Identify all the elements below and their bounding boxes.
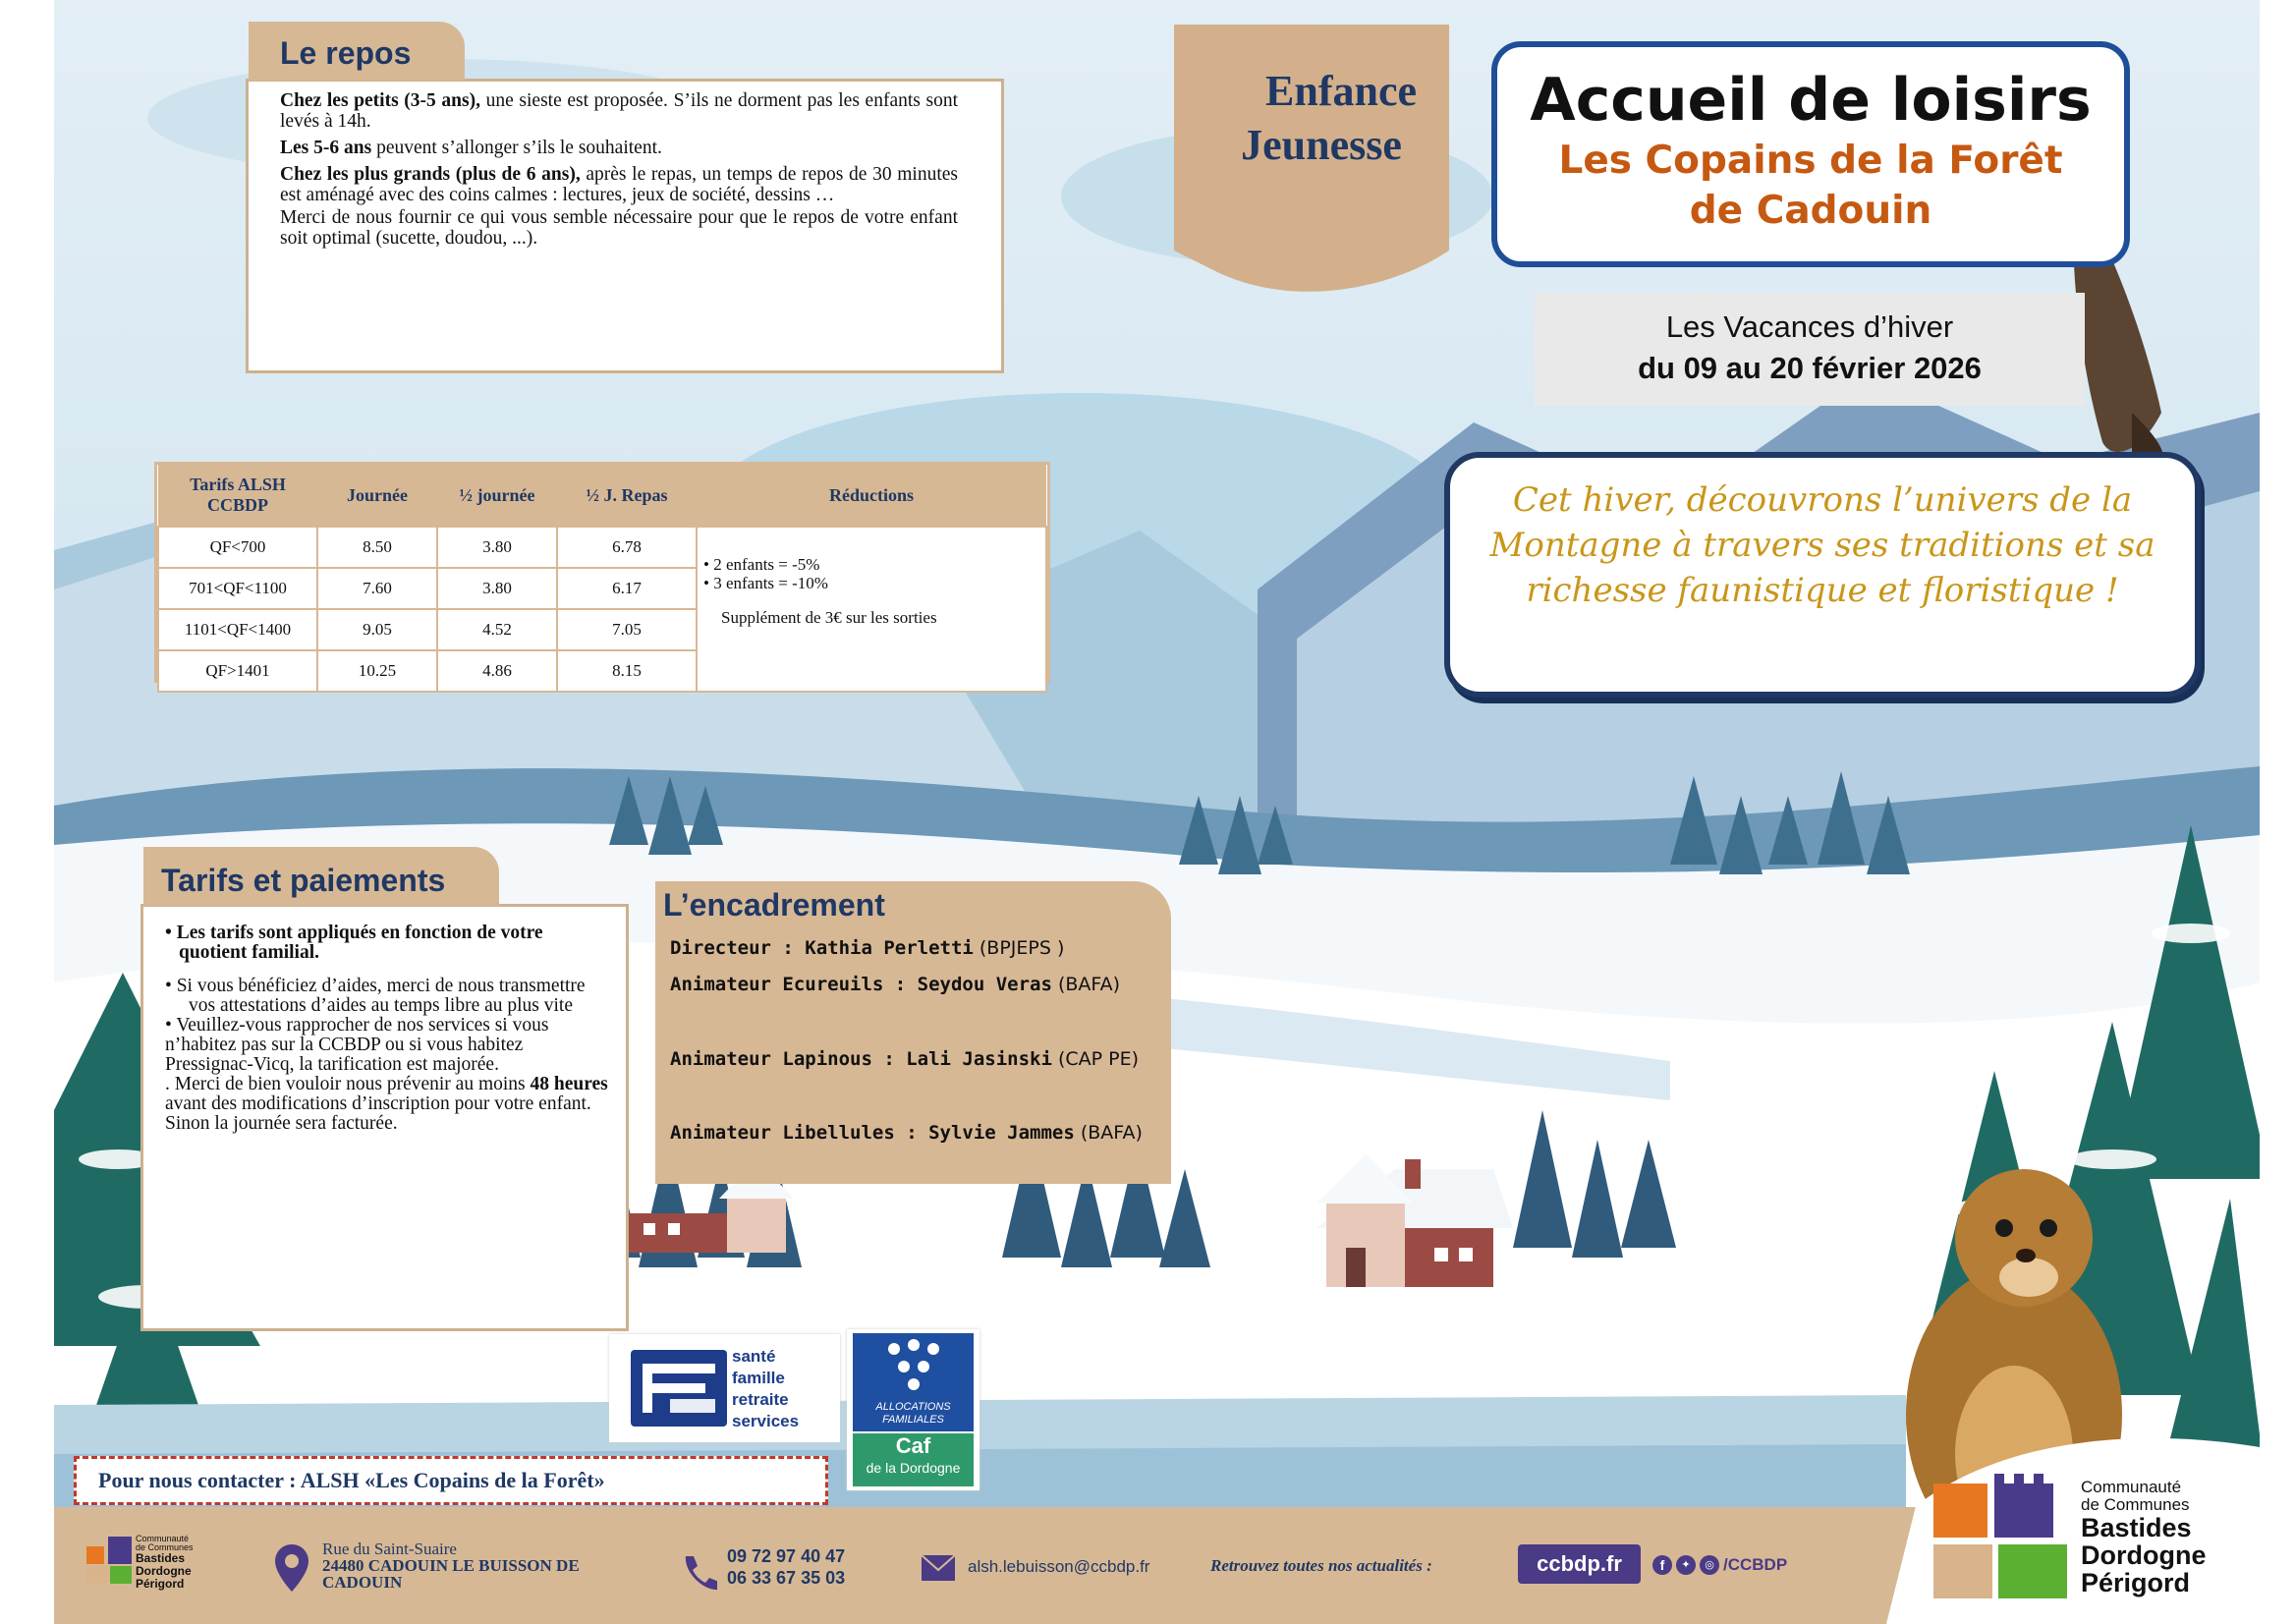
contact-strip (74, 1456, 828, 1505)
table-cell: 1101<QF<1400 (158, 609, 317, 650)
instagram-icon[interactable]: ◎ (1700, 1555, 1719, 1575)
staff-qualification: (BAFA) (1051, 974, 1121, 995)
phone-number: 06 33 67 35 03 (727, 1568, 846, 1588)
msa-tagline (732, 1346, 799, 1432)
ccbdp-logo-text (2081, 1479, 2207, 1596)
msa-line: famille (732, 1369, 785, 1387)
paiement-bullet-4 (165, 1075, 612, 1134)
msa-line: retraite (732, 1390, 789, 1409)
caf-brand: Caf (895, 1433, 931, 1458)
paiement-b4-end: avant des modifications d’inscription pour votre enfant. Sinon la journée sera facturée. (165, 1093, 591, 1134)
ccbdp-emblem-icon (1933, 1474, 2081, 1601)
footer-small-logo-text (136, 1535, 194, 1591)
tarifs-table-wrap (154, 462, 1050, 683)
table-cell: QF<700 (158, 527, 317, 568)
table-cell: 9.05 (317, 609, 437, 650)
table-cell: 10.25 (317, 650, 437, 692)
caf-blue-block (853, 1333, 974, 1431)
theme-text: Cet hiver, découvrons l’univers de la Montagne à travers ses traditions et sa richesse faunistique et floristique ! (1489, 480, 2155, 610)
staff-line (670, 937, 1064, 959)
title-box (1491, 41, 2130, 267)
period-line1: Les Vacances d’hiver (1665, 309, 1954, 344)
footer-email[interactable]: alsh.lebuisson@ccbdp.fr (968, 1557, 1150, 1576)
reduction-line: Supplément de 3€ sur les sorties (721, 608, 937, 627)
table-cell: 8.50 (317, 527, 437, 568)
msa-line: santé (732, 1347, 776, 1366)
caf-green-block (853, 1433, 974, 1486)
staff-line (670, 1122, 1143, 1144)
msa-letters-icon (631, 1350, 727, 1427)
paiement-bullet-3: • Veuillez-vous rapprocher de nos services si vous n’habitez pas sur la CCBDP ou si vous habitez Pressignac-Vicq, la tarification est majorée. (165, 1015, 549, 1075)
caf-sub: de la Dordogne (866, 1460, 961, 1476)
department-title (1203, 64, 1439, 172)
table-row (158, 527, 1046, 568)
period-box (1535, 293, 2085, 406)
phone-icon (678, 1552, 717, 1592)
msa-line: services (732, 1412, 800, 1430)
table-cell: 4.86 (437, 650, 557, 692)
table-cell: 3.80 (437, 568, 557, 609)
staff-role-name: Animateur Ecureuils : Seydou Veras (670, 974, 1052, 995)
repos-p4: Merci de nous fournir ce qui vous semble nécessaire pour que le repos de votre enfant soit optimal (sucette, doudou, ...). (280, 207, 958, 249)
subtitle-line1: Les Copains de la Forêt (1558, 139, 2063, 183)
period-line2: du 09 au 20 février 2026 (1638, 351, 1982, 385)
table-cell: 4.52 (437, 609, 557, 650)
repos-p2-bold: Les 5-6 ans (280, 138, 372, 158)
main-title: Accueil de loisirs (1530, 66, 2092, 135)
caf-family-icon (874, 1337, 953, 1396)
staff-line (670, 1048, 1139, 1070)
twitter-icon[interactable]: ✦ (1676, 1555, 1696, 1575)
paiement-bullet-1: • Les tarifs sont appliqués en fonction de votre quotient familial. (165, 923, 543, 963)
reductions-cell (697, 527, 1046, 692)
logo-small-line: Périgord (136, 1577, 185, 1591)
address-line: Rue du Saint-Suaire (322, 1540, 457, 1558)
repos-p1-bold: Chez les petits (3-5 ans), (280, 90, 480, 111)
social-icons (1652, 1555, 1787, 1575)
footer-small-logo (86, 1533, 234, 1601)
table-cell: 7.60 (317, 568, 437, 609)
staff-role-name: Directeur : Kathia Perletti (670, 937, 974, 959)
table-cell: QF>1401 (158, 650, 317, 692)
staff-qualification: (CAP PE) (1051, 1048, 1140, 1070)
table-header-row (158, 465, 1046, 527)
col-header-journee: Journée (317, 465, 437, 527)
paiement-bullet-2: • Si vous bénéficiez d’aides, merci de nous transmettre vos attestations d’aides au temps libre au plus vite (165, 976, 586, 1016)
col-header-reductions: Réductions (697, 465, 1046, 527)
logo-small-line: de Communes (136, 1542, 194, 1552)
paiements-text (165, 924, 612, 1134)
logo-big-line: Bastides (2081, 1513, 2192, 1542)
logo-small-line: Bastides (136, 1551, 186, 1565)
table-cell: 6.78 (557, 527, 697, 568)
staff-role-name: Animateur Libellules : Sylvie Jammes (670, 1122, 1075, 1144)
address-line: CADOUIN (322, 1573, 403, 1592)
repos-heading: Le repos (249, 22, 465, 81)
facebook-icon[interactable]: f (1652, 1555, 1672, 1575)
website-badge[interactable]: ccbdp.fr (1518, 1544, 1641, 1584)
encadrement-panel (655, 881, 1171, 1184)
caf-logo (847, 1329, 980, 1490)
logo-small-line: Dordogne (136, 1564, 192, 1578)
paiement-b4-bold: 48 heures (530, 1074, 608, 1094)
department-line1: Enfance (1265, 67, 1417, 115)
footer-address (322, 1540, 580, 1591)
repos-p3: après le repas, un temps de repos de 30 minutes est aménagé avec des coins calmes : lectures, jeux de société, dessins … (280, 164, 958, 205)
department-line2: Jeunesse (1241, 121, 1402, 169)
chalet-illustration (1316, 1154, 1513, 1287)
logo-small-line: Communauté (136, 1534, 190, 1543)
social-handle[interactable]: /CCBDP (1723, 1555, 1788, 1574)
location-pin-icon (275, 1544, 308, 1592)
table-cell: 701<QF<1100 (158, 568, 317, 609)
tarifs-table (157, 465, 1047, 693)
table-cell: 6.17 (557, 568, 697, 609)
paiement-b4-start: . Merci de bien vouloir nous prévenir au moins (165, 1074, 531, 1094)
phone-number: 09 72 97 40 47 (727, 1546, 846, 1566)
repos-text (280, 90, 958, 249)
reduction-line: • 2 enfants = -5% (703, 555, 820, 574)
table-cell: 8.15 (557, 650, 697, 692)
staff-line (670, 974, 1120, 995)
contact-text: Pour nous contacter : ALSH «Les Copains de la Forêt» (98, 1468, 605, 1492)
col-header-demi-repas: ½ J. Repas (557, 465, 697, 527)
col-header-tarifs: Tarifs ALSH CCBDP (158, 465, 317, 527)
subtitle-line2: de Cadouin (1689, 189, 1932, 233)
msa-logo (609, 1334, 840, 1442)
encadrement-heading: L’encadrement (663, 887, 885, 923)
logo-big-line: Périgord (2081, 1568, 2191, 1597)
staff-qualification: (BAFA) (1074, 1122, 1143, 1144)
repos-p3-bold: Chez les plus grands (plus de 6 ans), (280, 164, 581, 185)
col-header-demi-journee: ½ journée (437, 465, 557, 527)
caf-line: ALLOCATIONS (875, 1401, 951, 1413)
logo-big-line: Communauté (2081, 1478, 2182, 1496)
address-line: 24480 CADOUIN LE BUISSON DE (322, 1556, 580, 1575)
paiements-heading: Tarifs et paiements (143, 847, 499, 906)
email-icon (921, 1554, 956, 1582)
reduction-line: • 3 enfants = -10% (703, 575, 828, 588)
footer-phones (727, 1545, 845, 1589)
footer-news-label: Retrouvez toutes nos actualités : (1210, 1556, 1432, 1575)
msa-mark (631, 1350, 727, 1427)
theme-box (1444, 452, 2201, 698)
ccbdp-mini-emblem-icon (86, 1533, 132, 1588)
repos-p1: une sieste est proposée. S’ils ne dorment pas les enfants sont levés à 14h. (280, 90, 959, 132)
staff-role-name: Animateur Lapinous : Lali Jasinski (670, 1048, 1052, 1070)
table-cell: 3.80 (437, 527, 557, 568)
repos-p2: peuvent s’allonger s’ils le souhaitent. (371, 138, 662, 158)
staff-qualification: (BPJEPS ) (973, 937, 1065, 959)
caf-line: FAMILIALES (882, 1414, 944, 1426)
table-cell: 7.05 (557, 609, 697, 650)
logo-big-line: Dordogne (2081, 1540, 2207, 1570)
logo-big-line: de Communes (2081, 1495, 2190, 1514)
